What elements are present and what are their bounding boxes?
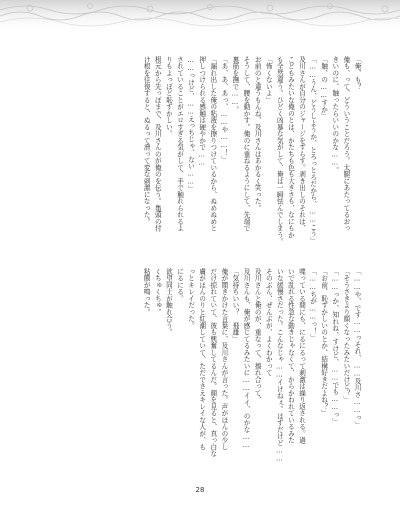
text-line: そのぶん、ぜんぶが、よくわかって (264, 268, 273, 376)
text-line: お前のと違うもんね、及川さんはあかるく笑った。 (253, 56, 262, 212)
upper-text-block (140, 56, 362, 256)
text-line: 押しつけられる感触は硬やかで…… (197, 56, 206, 167)
text-line: 「そうさきより顔くなったみたいだけど？」 (341, 268, 350, 403)
text-line: っとキレイだった。 (186, 268, 195, 329)
text-line: 「気持ちいい？ 飛雄」 (230, 268, 239, 343)
text-line: 「……っか、知れね、すけど、……でも……っ」 (330, 268, 339, 425)
text-line: 及川さんと俺のが、重なって、擦れ合って、 (253, 268, 262, 403)
text-line: 俺も、って、どういうことだろう。太腿にあたってるおっ (341, 56, 350, 232)
text-line: 根元から先っぽまで、及川さんのが俺のを伝う。亀頭の付 (153, 56, 162, 232)
text-line: 「俺、も？ (353, 56, 361, 90)
text-line: 膚がほんのりと紅潮していて、ただでさえキレイな人が、も (197, 268, 206, 451)
text-line: 及川さんが自分のジャージをずらす。剥き出しのそれは、 (297, 56, 306, 232)
text-line: 裏筋を撫で……。 (230, 56, 239, 113)
text-line: 「触、の……すか」 (319, 56, 328, 120)
text-line: 「怖くないよ」 (264, 56, 273, 104)
text-line: いで乱れる性急な動きじゃなくて、からかわれているみた (286, 268, 295, 444)
text-line: 欲望同士が触れ合う。 (164, 268, 173, 336)
lace-header-decoration (0, 0, 400, 34)
text-line: きいのに、触ったらいいのかな……。 (330, 56, 339, 174)
text-line: 「……うん、どうしようか、とろっとろだから、……こう」 (308, 56, 317, 244)
text-line: くちゅくちゅ。 (153, 268, 162, 316)
text-line: にるにる。 (175, 268, 184, 302)
text-line: 「……ちが……っ！」 (308, 268, 317, 342)
text-line: 粘膜が鳴った。 (142, 268, 151, 316)
text-line: そうして、腰を動かす。俺のに重ねるようにして、先端で (242, 56, 251, 232)
text-line: いな緩慢さだった。こんなじゃ……イけねぇ。はずだけど…… (275, 268, 284, 463)
text-line: だけ掠れていて、彼も興奮してるんだ。顔を見ると、真っ白な (208, 268, 217, 457)
text-line: 「あ、あ、あっ、……や……！」 (219, 56, 228, 163)
text-line: こどもみたいな俺のとは、かたちも色も大きさも、なにもか (286, 56, 295, 239)
text-line: 「お前、恥ずかしいのとか、結構好きだよね？」 (319, 268, 328, 417)
text-line: 「漏れ出した俺の粘液を擦りつけているから、ぬめぬめと (208, 56, 217, 232)
text-line: されていることがエロすぎる気がして、手で触れられるよ (175, 56, 184, 232)
text-line: 俺が聞きかけた言葉に、及川さんが言った。声がほんの少し (219, 268, 228, 451)
text-line: りもよっぽど恥ずかしい。 (164, 56, 173, 137)
text-line: ……っけど、……えっちじゃ、ない……」 (186, 56, 195, 193)
text-line: け根を往復すると、ぬるって滑って変な刺激になった。 (142, 56, 151, 225)
text-line: 及川さんも、俺が感じてるみたいに……イイ、のかな…… (242, 268, 251, 450)
text-line: 喋っている間にも、にるにるって刺激は繰り返される。過 (297, 268, 306, 444)
text-line: も全然違う。ひどく凶暴な気がして、俺は一瞬怯んでしまう。 (275, 56, 284, 245)
lower-text-block (140, 268, 362, 468)
page-number: 28 (195, 486, 205, 494)
text-line: 「……や、です……っそれ、……及川さ……っ」 (353, 268, 361, 428)
lace-pattern-icon (0, 0, 400, 34)
